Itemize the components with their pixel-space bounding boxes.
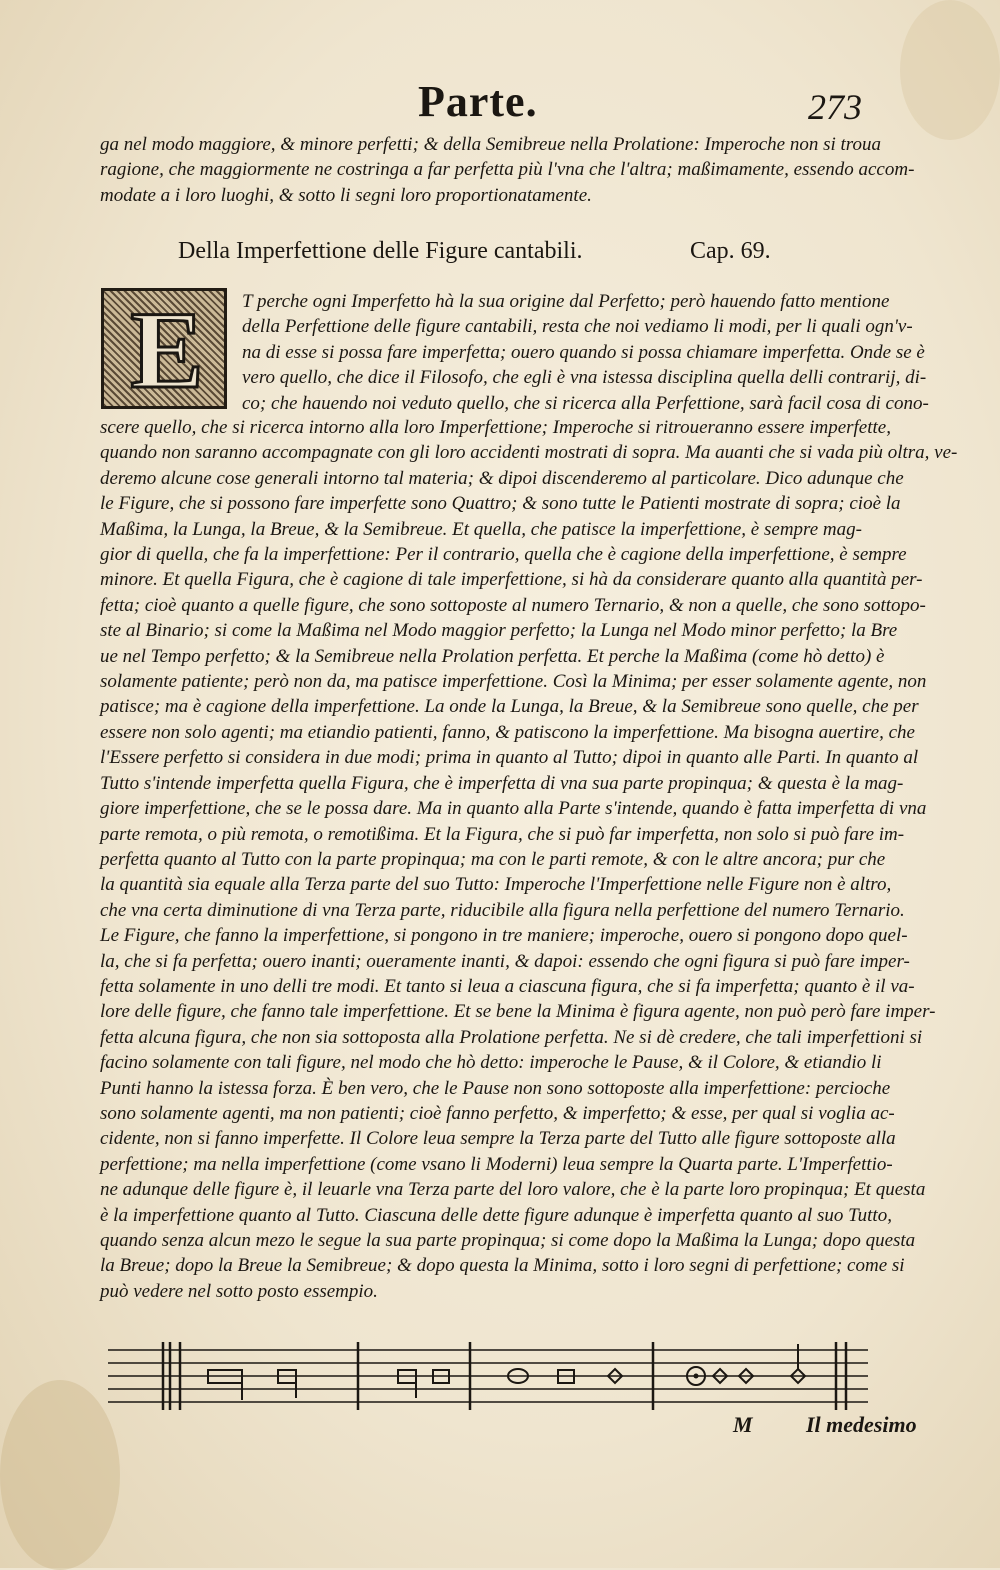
signature-mark: M — [733, 1412, 753, 1437]
catchword: Il medesimo — [806, 1412, 917, 1437]
text-line: scere quello, che si ricerca intorno alla loro Imperfettione; Imperoche si ritroueranno essere imperfette, — [100, 417, 891, 438]
page-number: 273 — [808, 87, 862, 127]
intro-paragraph — [100, 132, 914, 208]
text-line: lore delle figure, che fanno tale imperfettione. Et se bene la Minima è figura agente, non può però fare imper- — [100, 1001, 936, 1023]
prolation-dot — [694, 1374, 699, 1379]
text-line: T perche ogni Imperfetto hà la sua origine dal Perfetto; però hauendo fatto mentione — [242, 291, 890, 312]
text-line: l'Essere perfetto si considera in due modi; prima in quanto al Tutto; dipoi in quanto alle Parti. In quanto al — [100, 747, 919, 769]
text-line: la, che si fa perfetta; ouero inanti; oueramente inanti, & dapoi: essendo che ogni figura si può fare imper- — [100, 950, 910, 972]
music-example-staff — [108, 1330, 868, 1420]
text-line: co; che hauendo noi veduto quello, che si ricerca alla Perfettione, sarà facil cosa di cono- — [242, 392, 929, 414]
text-line: ue nel Tempo perfetto; & la Semibreue nella Prolation perfetta. Et perche la Maßima (come hò detto) è — [100, 645, 885, 667]
text-line: la quantità sia equale alla Terza parte del suo Tutto: Imperoche l'Imperfettione nelle Figure non è altro, — [100, 874, 892, 896]
text-line: fetta alcuna figura, che non sia sottoposta alla Prolatione perfetta. Ne si dè credere, che tali imperfettioni si — [100, 1026, 923, 1048]
text-line: può vedere nel sotto posto essempio. — [100, 1280, 378, 1302]
text-line: Tutto s'intende imperfetta quella Figura, che è imperfetta di vna sua parte propinqua; & questa è la mag- — [100, 772, 904, 794]
body-opening-lines — [242, 289, 929, 416]
text-line: ste al Binario; si come la Maßima nel Modo maggior perfetto; la Lunga nel Modo minor perfetto; la Bre — [100, 620, 898, 642]
text-line: parte remota, o più remota, o remotißima. Et la Figura, che si può far imperfetta, non solo si può fare im- — [100, 823, 905, 845]
text-line: perfetta quanto al Tutto con la parte propinqua; ma con le parti remote, & con le altre ancora; pur che — [100, 848, 886, 870]
text-line: Le Figure, che fanno la imperfettione, si pongono in tre maniere; imperoche, ouero si pongono dopo quel- — [100, 925, 908, 947]
running-head: Parte. — [418, 77, 538, 126]
text-line: quando non saranno accompagnate con gli loro accidenti mostrati di sopra. Ma auanti che si vada più oltra, ve- — [100, 442, 958, 464]
text-line: perfettione; ma nella imperfettione (come vsano li Moderni) leua sempre la Quarta parte. L'Imperfettio- — [100, 1153, 893, 1175]
text-line: la Breue; dopo la Breue la Semibreue; & dopo questa la Minima, sotto i loro segni di perfettione; come si — [100, 1255, 905, 1277]
text-line: ga nel modo maggiore, & minore perfetti; & della Semibreue nella Prolatione: Imperoche non si troua — [100, 134, 881, 155]
text-line: cidente, non si fanno imperfette. Il Colore leua sempre la Terza parte del Tutto alle figure sottoposte alla — [100, 1128, 896, 1150]
text-line: gior di quella, che fa la imperfettione: Per il contrario, quella che è cagione della imperfettione, è sempre — [100, 544, 907, 566]
text-line: ragione, che maggiormente ne costringa a far perfetta più l'vna che l'altra; maßimamente, essendo accom- — [100, 159, 915, 181]
text-line: facino solamente con tali figure, nel modo che hò detto: imperoche le Pause, & il Colore, & etiandio li — [100, 1052, 882, 1074]
body-paragraph — [100, 415, 957, 1304]
text-line: solamente patiente; però non da, ma patisce imperfettione. Così la Minima; per esser solamente agente, non — [100, 671, 927, 693]
text-line: è la imperfettione quanto al Tutto. Ciascuna delle dette figure adunque è imperfetta quanto al suo Tutto, — [100, 1204, 892, 1226]
decorated-initial — [101, 288, 227, 409]
text-line: deremo alcune cose generali intorno tal materia; & dipoi discenderemo al particolare. Dico adunque che — [100, 467, 904, 489]
initial-letter: E — [130, 289, 204, 409]
text-line: giore imperfettione, che se le possa dare. Ma in quanto alla Parte s'intende, quando è fatta imperfetta di vna — [100, 798, 927, 820]
text-line: modate a i loro luoghi, & sotto li segni loro proportionatamente. — [100, 184, 592, 206]
text-line: essere non solo agenti; ma etiandio patienti, fanno, & patiscono la imperfettione. Ma bisogna auertire, che — [100, 721, 915, 743]
text-line: che vna certa diminutione di vna Terza parte, riducibile alla figura nella perfettione del numero Ternario. — [100, 899, 905, 921]
text-line: ne adunque delle figure è, il leuarle vna Terza parte del loro valore, che è la parte loro propinqua; Et questa — [100, 1179, 926, 1201]
text-line: della Perfettione delle figure cantabili, resta che noi vediamo li modi, per li quali ogn'v- — [242, 316, 913, 338]
text-line: le Figure, che si possono fare imperfette sono Quattro; & sono tutte le Patienti mostrate di sopra; cioè la — [100, 493, 901, 515]
paper-stain — [900, 0, 1000, 140]
text-line: na di esse si possa fare imperfetta; ouero quando si possa chiamare imperfetta. Onde se è — [242, 341, 925, 363]
chapter-heading — [178, 234, 818, 274]
text-line: patisce; ma è cagione della imperfettione. La onde la Lunga, la Breue, & la Semibreue sono quelle, che per — [100, 696, 919, 718]
chapter-title: Della Imperfettione delle Figure cantabili. — [178, 238, 583, 264]
paper-stain — [0, 1380, 120, 1570]
text-line: vero quello, che dice il Filosofo, che egli è vna istessa disciplina quella delli contrarij, di- — [242, 367, 927, 389]
text-line: minore. Et quella Figura, che è cagione di tale imperfettione, si hà da considerare quanto alla quantità per- — [100, 569, 923, 591]
text-line: Maßima, la Lunga, la Breue, & la Semibreue. Et quella, che patisce la imperfettione, è sempre mag- — [100, 518, 862, 540]
text-line: sono solamente agenti, ma non patienti; cioè fanno perfetto, & imperfetto; & esse, per qual si voglia ac- — [100, 1102, 895, 1124]
text-line: quando senza alcun mezo le segue la sua parte propinqua; si come dopo la Maßima la Lunga; dopo questa — [100, 1230, 916, 1251]
text-line: fetta; cioè quanto a quelle figure, che sono sottoposte al numero Ternario, & non a quelle, che sono sottopo- — [100, 594, 926, 616]
chapter-number: Cap. 69. — [690, 238, 771, 264]
text-line: fetta solamente in uno delli tre modi. Et tanto si leua a ciascuna figura, che si fa imperfetta; quanto è il va- — [100, 975, 915, 997]
text-line: Punti hanno la istessa forza. È ben vero, che le Pause non sono sottoposte alla imperfettione: percioche — [100, 1077, 891, 1099]
